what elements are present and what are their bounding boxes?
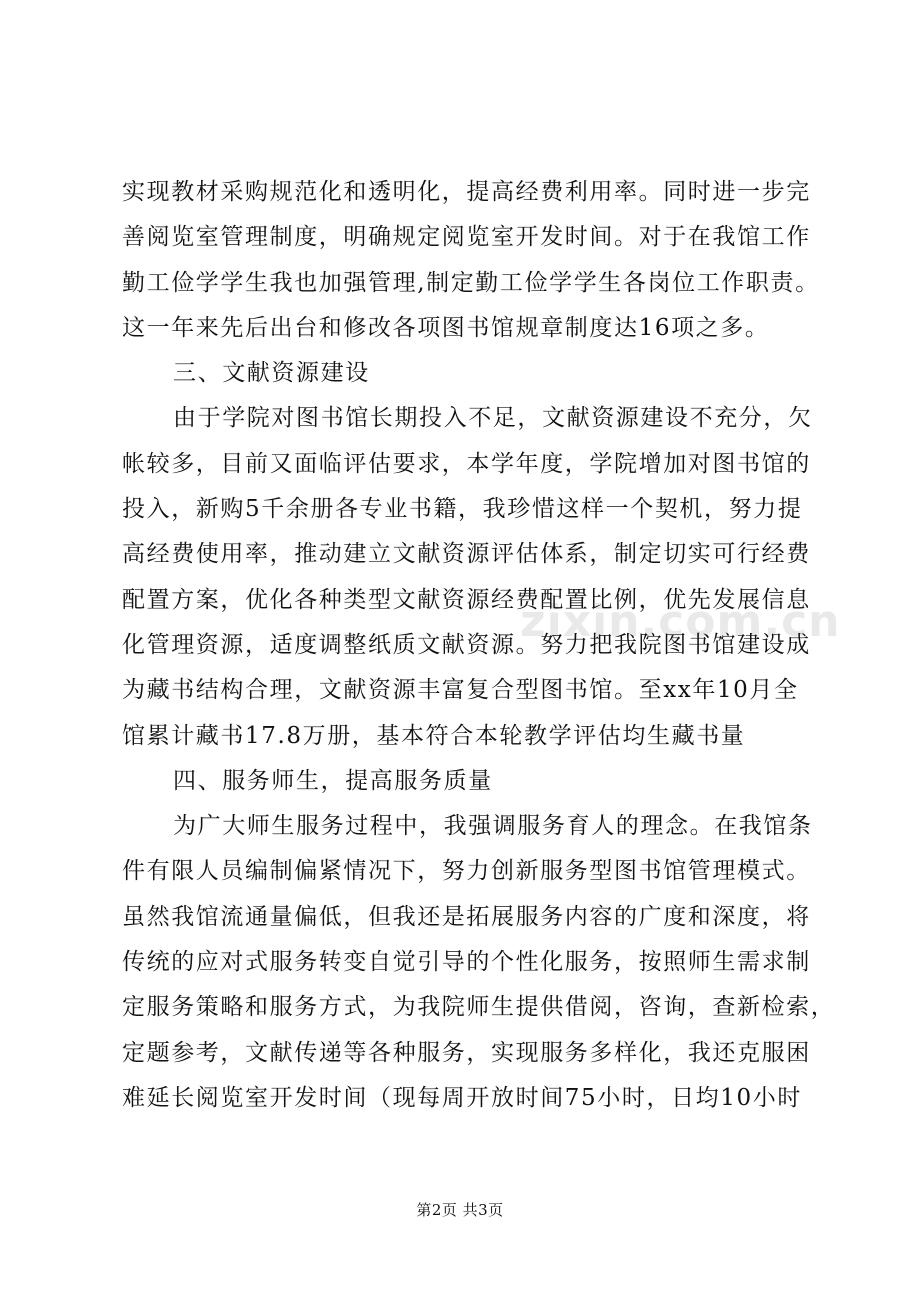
text-line: 难延长阅览室开发时间（现每周开放时间75小时，日均10小时: [122, 1084, 802, 1111]
page-footer: 第2页 共3页: [416, 1201, 504, 1219]
text-line: 为藏书结构合理，文献资源丰富复合型图书馆。至xx年10月全: [122, 677, 799, 704]
text-line: 定题参考，文献传递等各种服务，实现服务多样化，我还克服困: [122, 1039, 811, 1066]
text-line: 定服务策略和服务方式，为我院师生提供借阅，咨询，查新检索，: [122, 994, 836, 1021]
document-body: [122, 170, 836, 1121]
text-line: 善阅览室管理制度，明确规定阅览室开发时间。对于在我馆工作: [122, 224, 811, 251]
text-line: 馆累计藏书17.8万册，基本符合本轮教学评估均生藏书量: [122, 722, 746, 749]
text-line: 配置方案，优化各种类型文献资源经费配置比例，优先发展信息: [122, 586, 811, 613]
text-line: 四、服务师生，提高服务质量: [173, 767, 493, 794]
text-line: 传统的应对式服务转变自觉引导的个性化服务，按照师生需求制: [122, 949, 811, 976]
text-line: 由于学院对图书馆长期投入不足，文献资源建设不充分，欠: [173, 405, 813, 432]
text-line: 三、文献资源建设: [173, 360, 370, 387]
text-line: 件有限人员编制偏紧情况下，努力创新服务型图书馆管理模式。: [122, 858, 811, 885]
text-line: 化管理资源，适度调整纸质文献资源。努力把我院图书馆建设成: [122, 631, 811, 658]
text-line: 实现教材采购规范化和透明化，提高经费利用率。同时进一步完: [122, 179, 811, 205]
text-line: 这一年来先后出台和修改各项图书馆规章制度达16项之多。: [122, 314, 770, 341]
text-line: 帐较多，目前又面临评估要求，本学年度，学院增加对图书馆的: [122, 450, 811, 477]
text-line: 勤工俭学学生我也加强管理,制定勤工俭学学生各岗位工作职责。: [122, 269, 820, 296]
watermark-text: zixin.com.cn: [520, 596, 841, 647]
text-line: 虽然我馆流通量偏低，但我还是拓展服务内容的广度和深度，将: [122, 903, 811, 930]
text-line: 为广大师生服务过程中，我强调服务育人的理念。在我馆条: [173, 813, 813, 840]
text-line: 高经费使用率，推动建立文献资源评估体系，制定切实可行经费: [122, 541, 811, 568]
text-line: 投入，新购5千余册各专业书籍，我珍惜这样一个契机，努力提: [122, 496, 803, 523]
